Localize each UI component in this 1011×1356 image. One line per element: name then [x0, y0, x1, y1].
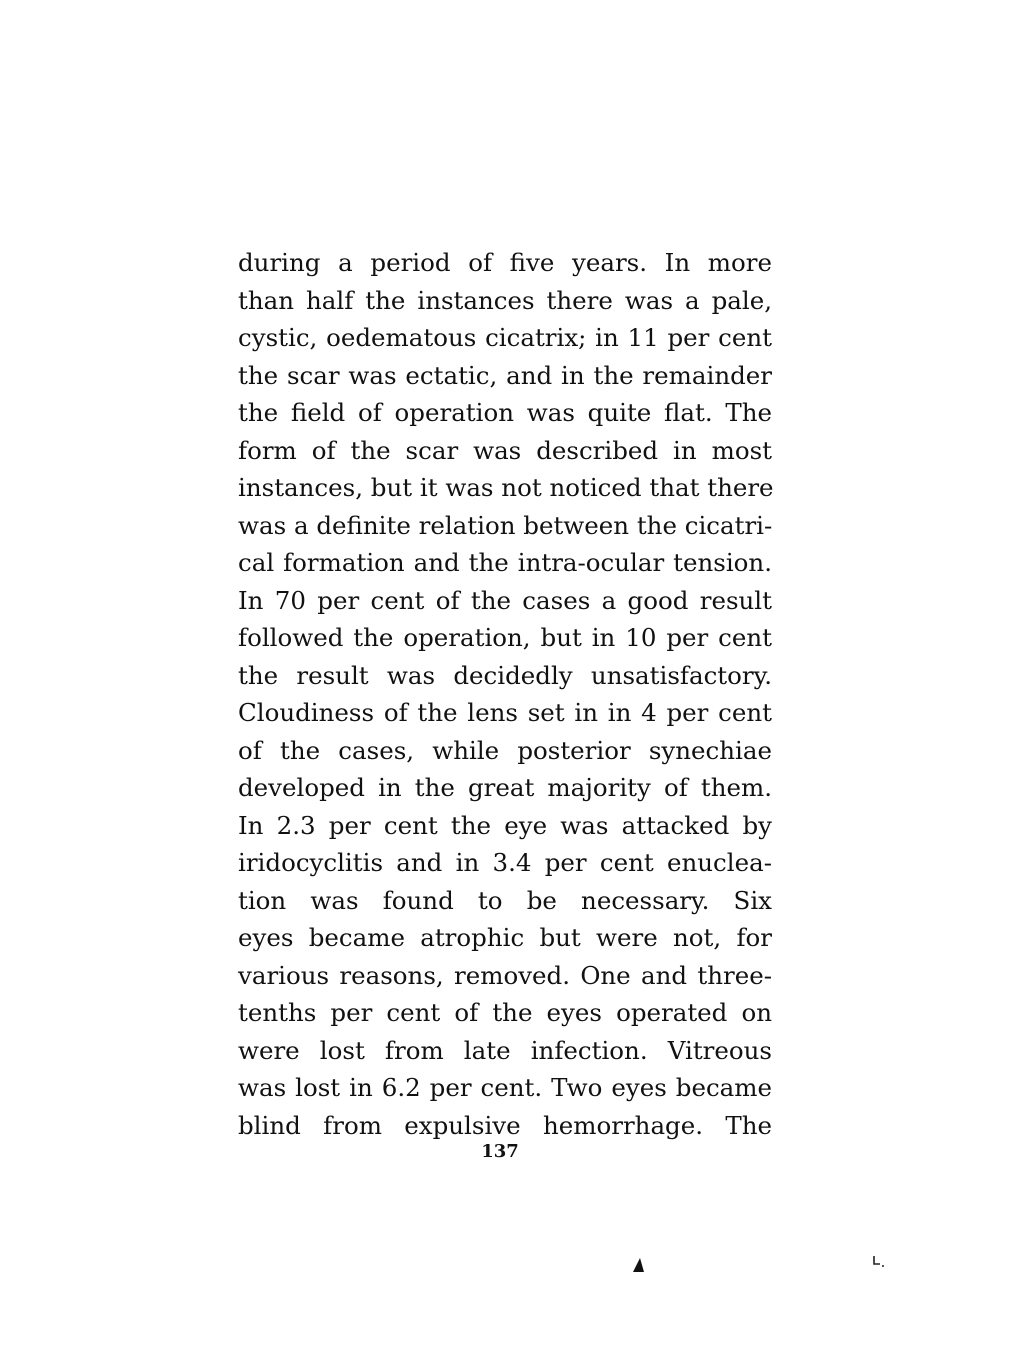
text-line: In 2.3 per cent the eye was attacked by [238, 810, 772, 840]
text-line: cystic, oedematous cicatrix; in 11 per cent [238, 323, 772, 352]
text-line: cal formation and the intra-ocular tension. [238, 548, 772, 577]
text-line: of the cases, while posterior synechiae [238, 735, 772, 765]
body-text [238, 244, 772, 1144]
text-line: was a definite relation between the cicatri- [238, 510, 773, 540]
text-line: during a period of five years. In more [238, 248, 772, 277]
text-line: instances, but it was not noticed that there [238, 473, 774, 502]
text-line: blind from expulsive hemorrhage. The [238, 1110, 772, 1140]
text-line: than half the instances there was a pale, [238, 285, 772, 315]
text-line: the result was decidedly unsatisfactory. [238, 660, 772, 690]
scan-corner-mark [872, 1255, 886, 1269]
text-line: developed in the great majority of them. [238, 773, 772, 802]
page-number: 137 [481, 1141, 519, 1162]
text-line: tion was found to be necessary. Six [238, 885, 772, 915]
text-line: Cloudiness of the lens set in in 4 per cent [238, 698, 772, 727]
scan-speck-mark [633, 1258, 644, 1272]
text-line: were lost from late infection. Vitreous [238, 1035, 772, 1065]
text-line: In 70 per cent of the cases a good result [238, 585, 772, 615]
text-line: form of the scar was described in most [238, 435, 772, 465]
text-line: the field of operation was quite flat. The [238, 398, 772, 427]
text-line: eyes became atrophic but were not, for [238, 923, 772, 952]
text-line: iridocyclitis and in 3.4 per cent enuclea- [238, 848, 772, 877]
text-line: various reasons, removed. One and three- [238, 960, 772, 990]
text-line: tenths per cent of the eyes operated on [238, 998, 772, 1027]
text-line: the scar was ectatic, and in the remainder [238, 360, 772, 390]
text-line: followed the operation, but in 10 per cent [238, 623, 772, 652]
text-line: was lost in 6.2 per cent. Two eyes became [238, 1073, 772, 1102]
